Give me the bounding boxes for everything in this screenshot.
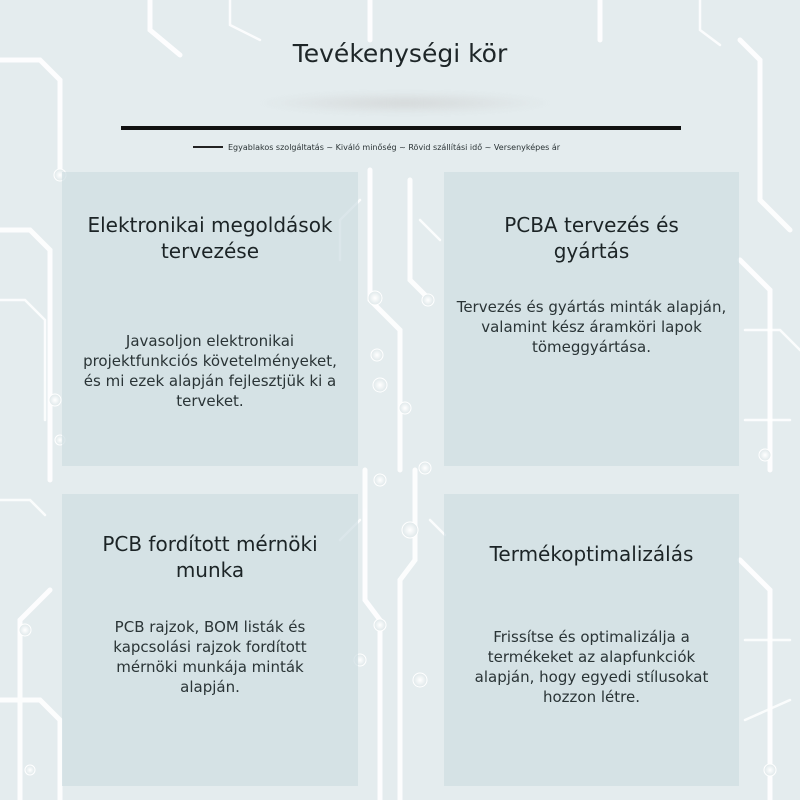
- page-title: Tevékenységi kör: [292, 39, 508, 68]
- card-title: Elektronikai megoldások tervezése: [87, 213, 333, 263]
- card-title: PCBA tervezés és gyártás: [504, 213, 679, 263]
- service-card-product-optimization: [444, 494, 739, 786]
- title-divider: [121, 126, 681, 130]
- card-title: Termékoptimalizálás: [489, 542, 694, 566]
- service-card-electronics-design: [62, 172, 358, 466]
- service-card-pcba: [444, 172, 739, 466]
- service-card-pcb-reverse-engineering: [62, 494, 358, 786]
- title-reflection: [255, 92, 555, 114]
- card-title: PCB fordított mérnöki munka: [102, 532, 318, 582]
- card-description: Frissítse és optimalizálja a termékeket az alapfunkciók alapján, hogy egyedi stílusokat hozzon létre.: [474, 628, 709, 706]
- tagline: Egyablakos szolgáltatás ~ Kiváló minőség ~ Rövid szállítási idő ~ Versenyképes ár: [228, 142, 561, 152]
- card-description: PCB rajzok, BOM listák és kapcsolási rajzok fordított mérnöki munkája minták alapján.: [113, 618, 307, 696]
- card-description: Javasoljon elektronikai projektfunkciós követelményeket, és mi ezek alapján fejlesztjük ki a terveket.: [83, 332, 337, 410]
- tagline-row: [193, 140, 613, 154]
- tagline-dash: [193, 146, 223, 148]
- card-description: Tervezés és gyártás minták alapján, valamint kész áramköri lapok tömeggyártása.: [456, 298, 727, 356]
